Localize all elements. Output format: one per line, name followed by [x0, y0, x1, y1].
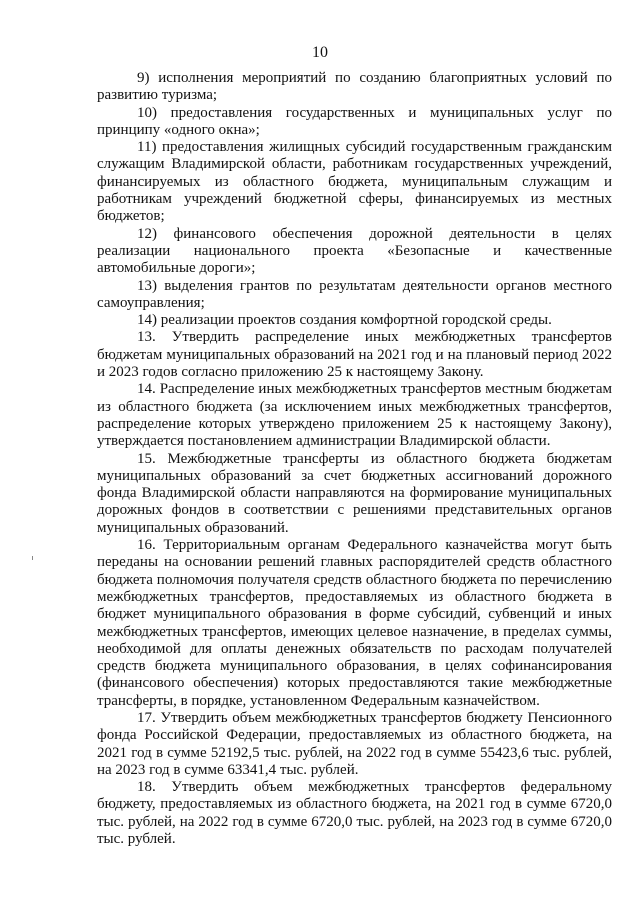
paragraph-item-13-grants: 13) выделения грантов по результатам деятельности органов местного самоуправления; — [97, 277, 612, 311]
paragraph-item-9-tourism: 9) исполнения мероприятий по созданию благоприятных условий по развитию туризма; — [97, 70, 612, 104]
document-body — [97, 70, 612, 848]
paragraph-item-14-urban-environment: 14) реализации проектов создания комфортной городской среды. — [137, 312, 552, 329]
paragraph-item-10-one-window: 10) предоставления государственных и муниципальных услуг по принципу «одного окна»; — [97, 104, 612, 138]
paragraph-clause-15: 15. Межбюджетные трансферты из областного бюджета бюджетам муниципальных образований за счет бюджетных ассигнований дорожного фонда Владимирской области направляются на формирование муниципальных дорожных фондов в соответствии с решениями представительных органов муниципальных образований. — [97, 450, 612, 536]
paragraph-clause-18: 18. Утвердить объем межбюджетных трансфертов федеральному бюджету, предоставляемых из областного бюджета, на 2021 год в сумме 6720,0 тыс. рублей, на 2022 год в сумме 6720,0 тыс. рублей, на 2023 год в сумме 6720,0 тыс. рублей. — [97, 779, 612, 848]
paragraph-clause-17: 17. Утвердить объем межбюджетных трансфертов бюджету Пенсионного фонда Российской Федерации, предоставляемых из областного бюджета, на 2021 год в сумме 52192,5 тыс. рублей, на 2022 год в сумме 55423,6 тыс. рублей, на 2023 год в сумме 63341,4 тыс. рублей. — [97, 709, 612, 778]
paragraph-clause-16: 16. Территориальным органам Федерального казначейства могут быть переданы на основании решений главных распорядителей средств областного бюджета полномочия получателя средств областного бюджета по перечислению межбюджетных трансфертов, предоставляемых из областного бюджета в бюджет муниципального образования в форме субсидий, субвенций и иных межбюджетных трансфертов, имеющих целевое назначение, в пределах суммы, необходимой для оплаты денежных обязательств по расходам получателей средств бюджета муниципального образования, в целях софинансирования (финансового обеспечения) которых предоставляются такие межбюджетные трансферты, в порядке, установленном Федеральным казначейством. — [97, 537, 612, 709]
paragraph-clause-14: 14. Распределение иных межбюджетных трансфертов местным бюджетам из областного бюджета (за исключением иных межбюджетных трансфертов, распределение которых утверждено приложением 25 к настоящему Закону), утверждается постановлением администрации Владимирской области. — [97, 381, 612, 450]
margin-mark — [32, 556, 33, 560]
paragraph-clause-13: 13. Утвердить распределение иных межбюджетных трансфертов бюджетам муниципальных образований на 2021 год и на плановый период 2022 и 2023 годов согласно приложению 25 к настоящему Закону. — [97, 329, 612, 381]
paragraph-item-12-road-activity: 12) финансового обеспечения дорожной деятельности в целях реализации национального проекта «Безопасные и качественные автомобильные дороги»; — [97, 225, 612, 277]
paragraph-item-11-housing-subsidies: 11) предоставления жилищных субсидий государственным гражданским служащим Владимирской области, работникам государственных учреждений, финансируемых из областного бюджета, муниципальным служащим и работникам учреждений бюджетной сферы, финансируемых из местных бюджетов; — [97, 139, 612, 225]
page-number: 10 — [312, 44, 328, 61]
